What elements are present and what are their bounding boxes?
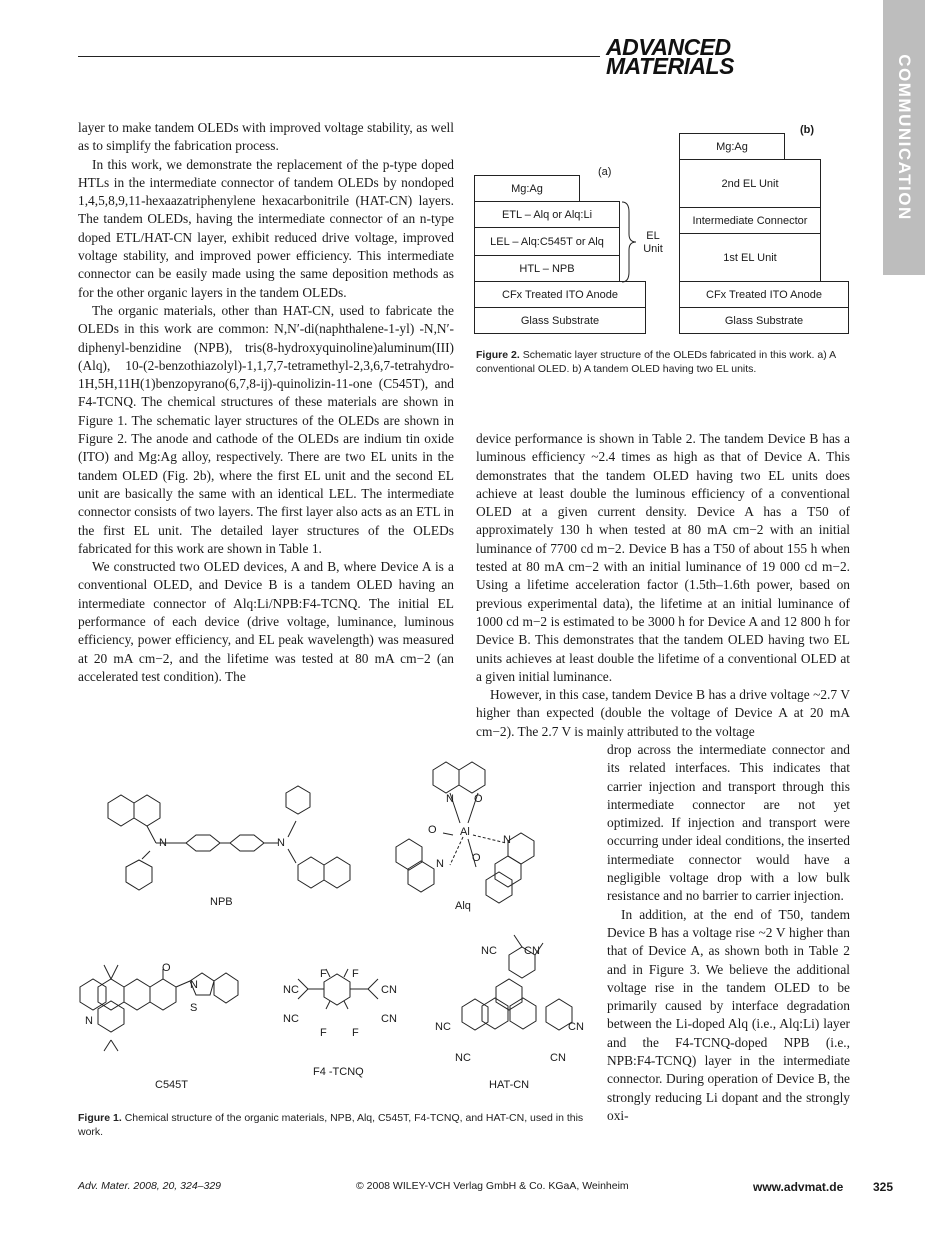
compound-name-f4tcnq: F4 -TCNQ [313,1066,364,1078]
compound-name-npb: NPB [210,896,233,908]
header-rule [78,56,600,57]
footer-journal: Adv. Mater. 2008, 20, 324–329 [78,1180,222,1192]
atom-label: F [320,968,327,980]
right-column [476,430,850,741]
layer-b-el-unit-2: 2nd EL Unit [679,159,821,208]
atom-label: F [320,1027,327,1039]
layer-a-cathode: Mg:Ag [474,175,580,202]
el-unit-brace [620,200,640,284]
caption-label: Figure 1. [78,1112,122,1124]
section-tab-label: COMMUNICATION [895,54,914,221]
hatcn-structure [462,935,572,1030]
page-number: 325 [873,1180,894,1194]
paragraph: However, in this case, tandem Device B has a drive voltage ~2.7 V higher than expected (double the voltage of Device A at 20 mA cm−2). The 2.7 V is mainly attributed to the voltage [476,687,850,739]
atom-label: CN [381,1013,397,1025]
atom-label: N [159,837,167,849]
f4tcnq-structure [298,969,378,1009]
layer-b-cathode: Mg:Ag [679,133,785,160]
journal-logo [606,34,766,79]
paragraph: The organic materials, other than HAT-CN, used to fabricate the OLEDs in this work are common: N,N′-di(naphthalene-1-yl) -N,N′-diphenyl-benzidine (NPB), tris(8-hydroxyquinoline)aluminum(III) (Alq), 10-(2-benzothiazolyl)-1,1,7,7-tetramethyl-2,3,6,7-tetrahydro-1H,5H,11H(1)benzopyrano(6,7,8-ij)-quinolizin-11-one (C545T), and F4-TCNQ. The chemical structures of these materials are shown in Figure 1. The schematic layer structures of the OLEDs are shown in Figure 2. The anode and cathode of the OLEDs are indium tin oxide (ITO) and Mg:Ag alloy, respectively. There are two EL units in the tandem OLED (Fig. 2b), where the first EL unit and the second EL unit are basically the same with an identical LEL. The intermediate connector consists of two layers. The first layer also acts as an ETL in the first EL unit. The detailed layer structures of the OLEDs fabricated for this work are shown in Table 1. [78,302,454,556]
atom-label: NC [435,1021,451,1033]
paragraph: layer to make tandem OLEDs with improved voltage stability, as well as to simplify the fabrication process. [78,120,454,154]
paragraph: drop across the intermediate connector and its related interfaces. This indicates that carrier injection and transport through this intermediate connector are not yet optimized. If injection and transport were occurring under ideal conditions, the inserted intermediate connector would have a negligible voltage drop with a low bulk resistance and no barrier to carrier injection. [607,742,850,904]
layer-b-el-unit-1: 1st EL Unit [679,233,821,282]
atom-label: O [474,793,483,805]
left-column [78,119,454,686]
layer-b-substrate: Glass Substrate [679,307,849,334]
atom-label: N [436,858,444,870]
compound-name-c545t: C545T [155,1079,189,1091]
atom-label: S [190,1002,198,1014]
compound-name-hatcn: HAT-CN [489,1079,530,1091]
narrow-column [607,741,850,1125]
layer-a-lel: LEL – Alq:C545T or Alq [474,227,620,256]
atom-label: NC [283,1013,299,1025]
paragraph: In this work, we demonstrate the replacement of the p-type doped HTLs in the intermediate connector of tandem OLEDs by nondoped 1,4,5,8,9,11-hexaazatriphenylene hexacarbonitrile (HAT-CN) layers. The tandem OLEDs, having the intermediate connector of an n-type doped ETL/HAT-CN layer, exhibit reduced drive voltage, improved voltage stability, and improved power efficiency. This intermediate connector can be easily made using the same deposition methods as for the other organic layers in the tandem OLEDs. [78,156,454,300]
figure-2b-label: (b) [800,124,815,136]
atom-label: N [446,793,454,805]
c545t-structure [80,965,238,1051]
footer-copyright: © 2008 WILEY-VCH Verlag GmbH & Co. KGaA, Weinheim [356,1180,629,1192]
npb-structure [108,786,350,890]
section-tab [883,0,925,275]
el-unit-label: EL Unit [643,230,663,255]
atom-label: Al [460,826,470,838]
caption-text: Schematic layer structure of the OLEDs fabricated in this work. a) A conventional OLED. b) A tandem OLED having two EL units. [476,349,836,375]
caption-label: Figure 2. [476,349,520,361]
paragraph: device performance is shown in Table 2. The tandem Device B has a luminous efficiency ~2.4 times as high as that of Device A. This demonstrates that the tandem OLED having two EL units does achieve at least double the luminous efficiency of a conventional OLED at a given current density. Device A has a T50 of approximately 130 h when tested at 80 mA cm−2 with an initial luminance of 7700 cd m−2. Device B has a T50 of about 155 h when tested at 80 mA cm−2 with an initial luminance of 19 000 cd m−2. Using a lifetime acceleration factor (1.5th–1.6th power, based on previous experimental data), the lifetime at an initial luminance of 1000 cd m−2 is estimated to be 3000 h for Device A and 12 800 h for Device B. This demonstrates that the tandem OLED having two EL units achieves at least double the lifetime of a conventional OLED at a given initial luminance. [476,431,850,684]
atom-label: N [277,837,285,849]
atom-label: CN [381,984,397,996]
figure-2-caption [476,349,852,376]
figure-2a-label: (a) [598,166,612,178]
atom-label: N [190,979,198,991]
logo-line-2: MATERIALS [606,53,734,79]
atom-label: CN [568,1021,584,1033]
atom-label: NC [481,945,497,957]
figure-1-caption [78,1112,598,1139]
layer-a-etl: ETL – Alq or Alq:Li [474,201,620,228]
figure-1-structures [78,755,598,1100]
paragraph: In addition, at the end of T50, tandem Device B has a voltage rise ~2 V higher than that of Device A, as shown both in Table 2 and in Figure 3. We believe the additional voltage rise in the tandem OLED to be primarily caused by interface degradation between the Li-doped Alq (i.e., Alq:Li) layer and the F4-TCNQ-doped NPB (i.e., NPB:F4-TCNQ) layer in the intermediate connector. During operation of Device B, the strongly reducing Li dopant and the strongly oxi- [607,906,850,1123]
atom-label: F [352,968,359,980]
layer-b-anode: CFx Treated ITO Anode [679,281,849,308]
caption-text: Chemical structure of the organic materials, NPB, Alq, C545T, F4-TCNQ, and HAT-CN, used in this work. [78,1112,584,1138]
paragraph: We constructed two OLED devices, A and B, where Device A is a conventional OLED, and Device B is a tandem OLED having an intermediate connector of Alq:Li/NPB:F4-TCNQ. The initial EL performance of each device (drive voltage, luminance, luminous efficiency, power efficiency, and EL peak wavelength) was measured at 20 mA cm−2, and the lifetime was tested at 80 mA cm−2 (an accelerated test condition). The [78,559,454,684]
atom-label: N [503,834,511,846]
layer-b-connector: Intermediate Connector [679,207,821,234]
atom-label: O [428,824,437,836]
atom-label: O [472,852,481,864]
compound-name-alq: Alq [455,900,471,912]
atom-label: F [352,1027,359,1039]
atom-label: NC [283,984,299,996]
atom-label: NC [455,1052,471,1064]
atom-label: CN [550,1052,566,1064]
atom-label: N [85,1015,93,1027]
footer-url[interactable]: www.advmat.de [753,1180,844,1194]
atom-label: CN [524,945,540,957]
layer-a-htl: HTL – NPB [474,255,620,282]
layer-a-substrate: Glass Substrate [474,307,646,334]
atom-label: O [162,962,171,974]
layer-a-anode: CFx Treated ITO Anode [474,281,646,308]
logo-line-1: ADVANCED [606,34,731,60]
